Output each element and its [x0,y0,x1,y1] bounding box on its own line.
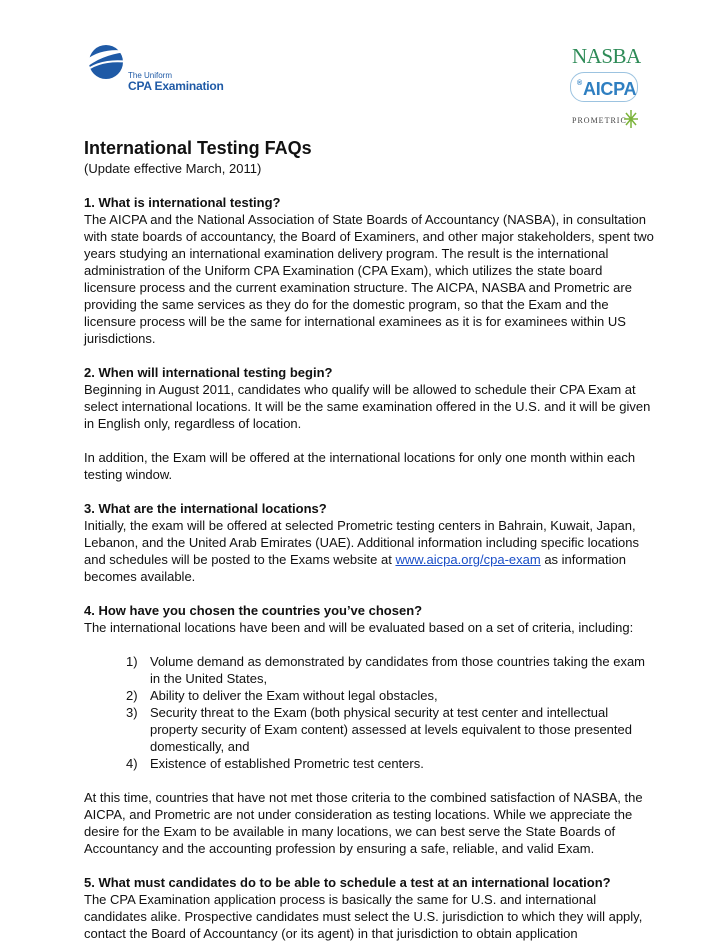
answer-2-continued: In addition, the Exam will be offered at the international locations for only one month within each testing window. [84,450,636,482]
list-number: 1) [126,654,138,669]
list-item [126,704,654,755]
question-5: 5. What must candidates do to be able to schedule a test at an international location? [84,875,611,890]
list-item [126,687,654,704]
answer-3-text-end: as information becomes available. [84,552,626,584]
answer-2: Beginning in August 2011, candidates who qualify will be allowed to schedule their CPA Exam at select international locations. It will be the same examination offered in the U.S. and it will be given in English only, regardless of location. [84,382,651,431]
globe-swoosh-icon [84,38,132,86]
answer-5: The CPA Examination application process is basically the same for U.S. and international candidates alike. Prospective candidates must select the U.S. jurisdiction to which they will apply, contact the Board of Accountancy (or its agent) in that jurisdiction to obtain application [84,892,643,941]
registered-mark: ® [577,80,582,87]
list-number: 4) [126,756,138,771]
list-text: Ability to deliver the Exam without legal obstacles, [150,688,438,703]
document-title: International Testing FAQs [84,138,312,158]
answer-4-intro: The international locations have been and will be evaluated based on a set of criteria, including: [84,620,634,635]
document-body [84,136,654,942]
list-text: Security threat to the Exam (both physical security at test center and intellectual property security of Exam content) assessed at levels equivalent to those presented domestically, and [150,705,632,754]
list-text: Existence of established Prometric test centers. [150,756,424,771]
answer-3 [84,517,654,585]
list-text: Volume demand as demonstrated by candidates from those countries taking the exam in the United States, [150,654,646,686]
cpa-logo-line2: CPA Examination [128,79,224,93]
nasba-logo: NASBA [572,44,641,68]
answer-1: The AICPA and the National Association of State Boards of Accountancy (NASBA), in consultation with state boards of accountancy, the Board of Examiners, and other major stakeholders, spent two years studying an international examination delivery program. The result is the international administration of the Uniform CPA Examination (CPA Exam), which utilizes the state board licensure process and the current examination structure. The AICPA, NASBA and Prometric are providing the same services as they do for the domestic program, so that the Exam and the licensure process will be the same for international examinees as it is for examinees within US jurisdictions. [84,212,654,346]
answer-3-text: Initially, the exam will be offered at selected Prometric testing centers in Bahrain, Kuwait, Japan, Lebanon, and the United Arab Emirates (UAE). Additional information including specific locations and schedules will be posted to the Exams website at [84,518,639,567]
cpa-logo-line1: The Uniform [128,71,173,80]
criteria-list [84,653,654,772]
aicpa-logo-text: AICPA [583,79,637,99]
question-3: 3. What are the international locations? [84,501,327,516]
question-1: 1. What is international testing? [84,195,281,210]
list-number: 3) [126,705,138,720]
document-subtitle: (Update effective March, 2011) [84,161,262,176]
prometric-burst-icon [622,108,640,130]
answer-4-conclusion: At this time, countries that have not met those criteria to the combined satisfaction of NASBA, the AICPA, and Prometric are not under consideration as testing locations. While we appreciate the desire for the Exam to be available in many locations, we can best serve the State Boards of Accountancy and the accounting profession by ensuring a safe, reliable, and valid Exam. [84,790,643,856]
question-4: 4. How have you chosen the countries you’ve chosen? [84,603,423,618]
prometric-logo: PROMETRIC [572,116,627,125]
list-item [126,653,654,687]
page-header [0,0,728,135]
aicpa-logo [570,72,638,102]
question-2: 2. When will international testing begin? [84,365,333,380]
list-item [126,755,654,772]
cpa-exam-link[interactable]: www.aicpa.org/cpa-exam [395,552,541,567]
list-number: 2) [126,688,138,703]
cpa-examination-logo [84,38,234,98]
